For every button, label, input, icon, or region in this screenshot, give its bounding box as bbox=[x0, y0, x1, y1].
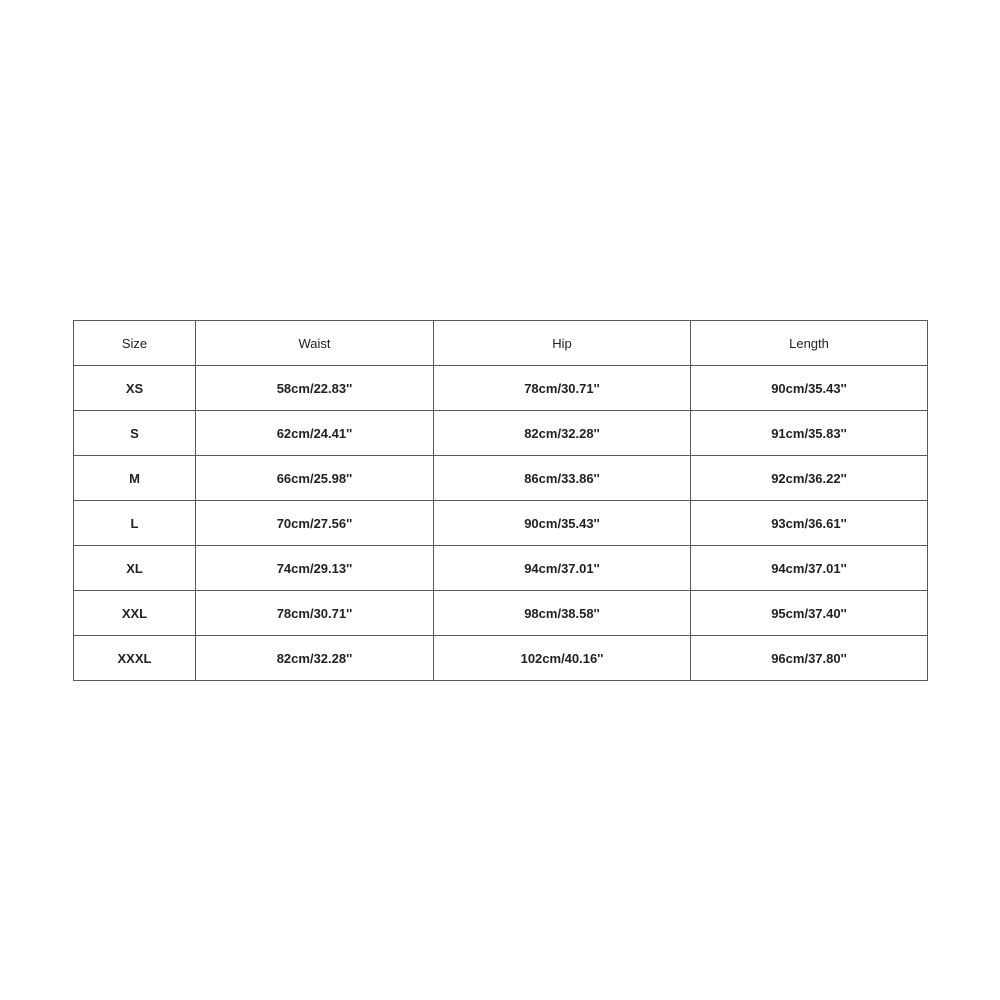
table-row bbox=[74, 456, 928, 501]
table-row bbox=[74, 366, 928, 411]
table-row bbox=[74, 636, 928, 681]
table-row bbox=[74, 546, 928, 591]
hip-cell: 82cm/32.28'' bbox=[434, 411, 691, 456]
table-row bbox=[74, 411, 928, 456]
length-cell: 94cm/37.01'' bbox=[691, 546, 928, 591]
length-cell: 90cm/35.43'' bbox=[691, 366, 928, 411]
header-length: Length bbox=[691, 321, 928, 366]
size-cell: XXXL bbox=[74, 636, 196, 681]
length-cell: 95cm/37.40'' bbox=[691, 591, 928, 636]
header-size: Size bbox=[74, 321, 196, 366]
hip-cell: 94cm/37.01'' bbox=[434, 546, 691, 591]
size-chart-table bbox=[73, 320, 928, 681]
waist-cell: 74cm/29.13'' bbox=[196, 546, 434, 591]
table-row bbox=[74, 501, 928, 546]
waist-cell: 78cm/30.71'' bbox=[196, 591, 434, 636]
size-cell: XXL bbox=[74, 591, 196, 636]
table-header-row bbox=[74, 321, 928, 366]
length-cell: 93cm/36.61'' bbox=[691, 501, 928, 546]
header-waist: Waist bbox=[196, 321, 434, 366]
waist-cell: 70cm/27.56'' bbox=[196, 501, 434, 546]
length-cell: 92cm/36.22'' bbox=[691, 456, 928, 501]
waist-cell: 62cm/24.41'' bbox=[196, 411, 434, 456]
waist-cell: 66cm/25.98'' bbox=[196, 456, 434, 501]
header-hip: Hip bbox=[434, 321, 691, 366]
length-cell: 96cm/37.80'' bbox=[691, 636, 928, 681]
size-cell: L bbox=[74, 501, 196, 546]
size-cell: XL bbox=[74, 546, 196, 591]
hip-cell: 90cm/35.43'' bbox=[434, 501, 691, 546]
waist-cell: 82cm/32.28'' bbox=[196, 636, 434, 681]
size-cell: XS bbox=[74, 366, 196, 411]
length-cell: 91cm/35.83'' bbox=[691, 411, 928, 456]
table-row bbox=[74, 591, 928, 636]
hip-cell: 86cm/33.86'' bbox=[434, 456, 691, 501]
hip-cell: 98cm/38.58'' bbox=[434, 591, 691, 636]
size-cell: M bbox=[74, 456, 196, 501]
hip-cell: 78cm/30.71'' bbox=[434, 366, 691, 411]
hip-cell: 102cm/40.16'' bbox=[434, 636, 691, 681]
size-cell: S bbox=[74, 411, 196, 456]
waist-cell: 58cm/22.83'' bbox=[196, 366, 434, 411]
